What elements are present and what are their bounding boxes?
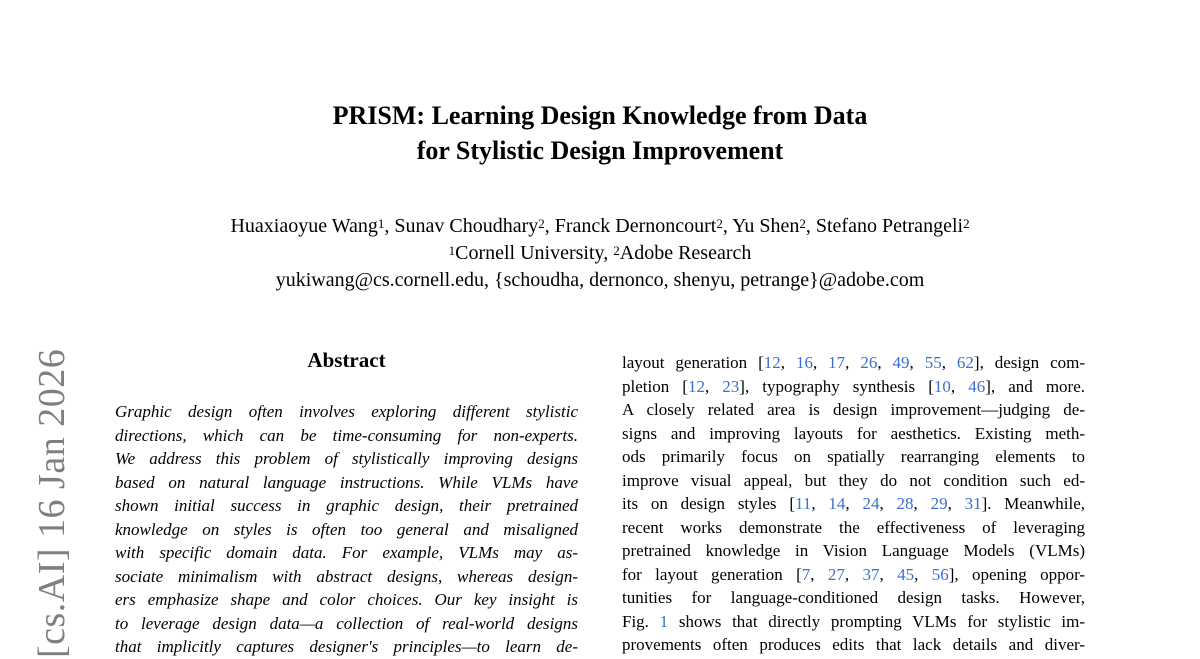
abstract-heading: Abstract — [307, 348, 386, 372]
author-emails: yukiwang@cs.cornell.edu, {schoudha, dernonco, shenyu, petrange}@adobe.com — [275, 269, 925, 291]
citation-link[interactable]: 16 — [795, 353, 813, 372]
citation-link[interactable]: 31 — [964, 494, 982, 513]
author-affiliation-mark: 2 — [538, 216, 545, 231]
body-line: its on design styles [11, 14, 24, 28, 29, 31]. Meanwhile, — [622, 494, 1086, 513]
body-line: for layout generation [7, 27, 37, 45, 56], opening oppor- — [622, 564, 1086, 584]
abstract-line: Graphic design often involves exploring different stylistic — [115, 402, 578, 421]
author-name: Franck Dernoncourt — [554, 215, 717, 237]
title-line-2: for Stylistic Design Improvement — [416, 136, 784, 165]
citation-link[interactable]: 12 — [763, 353, 781, 372]
author-affiliation-mark: 1 — [377, 216, 385, 231]
author-names: Huaxiaoyue Wang$^1$, Sunav Choudhary$^2$, Franck Dernoncourt$^2$, Yu Shen$^2$, Stefano Petrangeli$^2$ — [230, 215, 970, 237]
citation-link[interactable]: 49 — [892, 353, 910, 372]
body-line: Fig. 1 shows that directly prompting VLMs for stylistic im- — [622, 611, 1085, 631]
citation-link[interactable]: 24 — [862, 494, 880, 513]
body-line: A closely related area is design improvement—judging de- — [622, 400, 1085, 419]
citation-link[interactable]: 37 — [862, 564, 880, 584]
abstract-line: with specific domain data. For example, VLMs may as- — [115, 543, 578, 562]
body-line: tunities for language-conditioned design tasks. However, — [622, 588, 1085, 607]
body-line: improve visual appeal, but they do not condition such ed- — [622, 470, 1085, 490]
body-line: ods primarily focus on spatially rearranging elements to — [622, 447, 1085, 466]
body-line: provements often produces edits that lack details and diver- — [622, 635, 1085, 654]
author-affiliation-mark: 2 — [799, 216, 806, 231]
abstract-body — [115, 400, 578, 659]
abstract-line: We address this problem of stylistically improving designs — [115, 449, 578, 468]
citation-link[interactable]: 29 — [930, 494, 948, 513]
author-affiliation-mark: 2 — [963, 216, 970, 231]
abstract-line: ers emphasize shape and color choices. Our key insight is — [115, 590, 578, 609]
citation-link[interactable]: 55 — [924, 353, 942, 372]
body-line: recent works demonstrate the effectiveness of leveraging — [622, 517, 1085, 537]
citation-link[interactable]: 1 — [659, 611, 669, 631]
abstract-line: sociate minimalism with abstract designs, whereas design- — [115, 566, 578, 586]
abstract-line: based on natural language instructions. While VLMs have — [115, 472, 578, 492]
right-column-body — [622, 351, 1085, 657]
citation-link[interactable]: 7 — [801, 564, 811, 584]
affiliations: $^1$Cornell University, $^2$Adobe Research — [448, 242, 752, 264]
affiliation-name: Cornell University — [455, 242, 604, 264]
author-name: Huaxiaoyue Wang — [230, 215, 378, 237]
abstract-line: shown initial success in graphic design, their pretrained — [115, 496, 578, 515]
affiliation-mark: 2 — [613, 243, 620, 258]
author-block — [0, 213, 1200, 294]
title-line-1: PRISM: Learning Design Knowledge from Data — [332, 101, 868, 130]
citation-link[interactable]: 62 — [956, 353, 974, 372]
citation-link[interactable]: 28 — [896, 494, 914, 513]
citation-link[interactable]: 27 — [827, 564, 845, 584]
affiliation-mark: 1 — [448, 243, 456, 258]
abstract-line: to leverage design data—a collection of real-world designs — [115, 613, 578, 633]
arxiv-stamp: [cs.AI] 16 Jan 2026 — [31, 348, 73, 658]
paper-title — [0, 98, 1200, 168]
citation-link[interactable]: 11 — [795, 494, 812, 513]
author-affiliation-mark: 2 — [716, 216, 723, 231]
citation-link[interactable]: 45 — [897, 564, 915, 584]
citation-link[interactable]: 10 — [933, 376, 951, 396]
affiliation-name: Adobe Research — [619, 242, 752, 264]
citation-link[interactable]: 46 — [968, 376, 986, 396]
citation-link[interactable]: 14 — [828, 494, 846, 513]
author-name: Stefano Petrangeli — [815, 215, 964, 237]
abstract-line: directions, which can be time-consuming for non-experts. — [115, 425, 578, 445]
citation-link[interactable]: 12 — [687, 376, 705, 396]
citation-link[interactable]: 17 — [828, 353, 846, 372]
body-line: pretrained knowledge in Vision Language Models (VLMs) — [622, 541, 1085, 560]
body-line: pletion [12, 23], typography synthesis [10, 46], and more. — [622, 376, 1085, 396]
citation-link[interactable]: 23 — [722, 376, 740, 396]
body-line: layout generation [12, 16, 17, 26, 49, 55, 62], design com- — [622, 353, 1086, 372]
citation-link[interactable]: 26 — [860, 353, 878, 372]
author-name: Yu Shen — [732, 215, 800, 237]
body-line: signs and improving layouts for aesthetics. Existing meth- — [622, 423, 1085, 443]
abstract-line: that implicitly captures designer's principles—to learn de- — [115, 637, 578, 656]
citation-link[interactable]: 56 — [931, 564, 949, 584]
abstract-line: knowledge on styles is often too general and misaligned — [115, 519, 578, 539]
author-name: Sunav Choudhary — [394, 215, 539, 237]
